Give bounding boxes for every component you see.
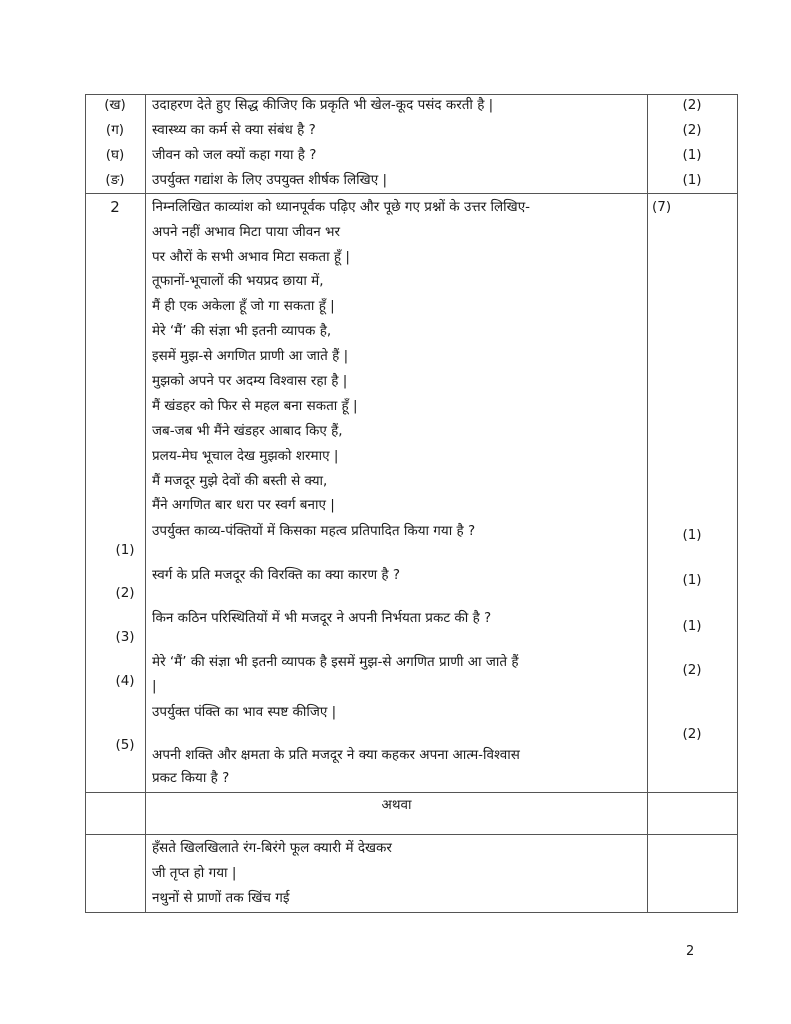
sub-question-text: उपर्युक्त पंक्ति का भाव स्पष्ट कीजिए | — [152, 704, 337, 720]
sub-question-number: (1) — [115, 542, 135, 558]
question-marks: (1) — [682, 147, 702, 163]
question-marks: (2) — [682, 97, 702, 113]
poem-line: मैं मजदूर मुझे देवों की बस्ती से क्या, — [152, 473, 328, 489]
poem-line: मुझको अपने पर अदम्य विश्वास रहा है | — [152, 373, 348, 389]
question-total-marks: (7) — [652, 199, 672, 215]
question-label: (ख) — [104, 97, 126, 113]
sub-question-text: | — [152, 678, 157, 694]
sub-question-text: किन कठिन परिस्थितियों में भी मजदूर ने अपनी निर्भयता प्रकट की है ? — [152, 610, 492, 626]
question-marks: (1) — [682, 172, 702, 188]
column-divider-left — [145, 94, 146, 913]
row-divider — [85, 834, 738, 835]
sub-question-text: उपर्युक्त काव्य-पंक्तियों में किसका महत्व प्रतिपादित किया गया है ? — [152, 523, 476, 539]
poem-line: मेरे ‘मैं’ की संज्ञा भी इतनी व्यापक है, — [152, 323, 332, 339]
sub-question-marks: (1) — [682, 572, 702, 588]
poem-line: मैंने अगणित बार धरा पर स्वर्ग बनाए | — [152, 497, 335, 513]
poem-line: मैं खंडहर को फिर से महल बना सकता हूँ | — [152, 398, 358, 414]
sub-question-number: (5) — [115, 737, 135, 753]
question-label: (घ) — [105, 147, 125, 163]
question-text: उदाहरण देते हुए सिद्ध कीजिए कि प्रकृति भी खेल-कूद पसंद करती है | — [152, 97, 494, 113]
sub-question-marks: (1) — [682, 618, 702, 634]
row-divider — [85, 193, 738, 194]
alt-poem-line: हँसते खिलखिलाते रंग-बिरंगे फूल क्यारी में देखकर — [152, 840, 392, 856]
sub-question-number: (4) — [115, 673, 135, 689]
poem-line: मैं ही एक अकेला हूँ जो गा सकता हूँ | — [152, 298, 335, 314]
page-number: 2 — [686, 944, 695, 959]
question-text: उपर्युक्त गद्यांश के लिए उपयुक्त शीर्षक लिखिए | — [152, 172, 388, 188]
question-instruction: निम्नलिखित काव्यांश को ध्यानपूर्वक पढ़िए और पूछे गए प्रश्नों के उत्तर लिखिए- — [152, 199, 531, 215]
poem-line: पर औरों के सभी अभाव मिटा सकता हूँ | — [152, 249, 350, 265]
question-text: स्वास्थ्य का कर्म से क्या संबंध है ? — [152, 122, 316, 138]
sub-question-text: स्वर्ग के प्रति मजदूर की विरक्ति का क्या कारण है ? — [152, 567, 401, 583]
question-label: (ङ) — [105, 172, 125, 188]
column-divider-right — [647, 94, 648, 913]
alt-poem-line: जी तृप्त हो गया | — [152, 865, 237, 881]
sub-question-marks: (2) — [682, 662, 702, 678]
sub-question-text: अपनी शक्ति और क्षमता के प्रति मजदूर ने क्या कहकर अपना आत्म-विश्वास — [152, 747, 520, 763]
sub-question-marks: (1) — [682, 527, 702, 543]
question-text: जीवन को जल क्यों कहा गया है ? — [152, 147, 317, 163]
row-divider — [85, 792, 738, 793]
sub-question-number: (3) — [115, 629, 135, 645]
poem-line: अपने नहीं अभाव मिटा पाया जीवन भर — [152, 224, 341, 240]
question-number: 2 — [110, 198, 120, 216]
sub-question-number: (2) — [115, 585, 135, 601]
sub-question-text: प्रकट किया है ? — [152, 770, 230, 786]
question-label: (ग) — [105, 122, 125, 138]
sub-question-marks: (2) — [682, 726, 702, 742]
alt-poem-line: नथुनों से प्राणों तक खिंच गई — [152, 890, 290, 906]
poem-line: जब-जब भी मैंने खंडहर आबाद किए हैं, — [152, 423, 343, 439]
sub-question-text: मेरे ‘मैं’ की संज्ञा भी इतनी व्यापक है इसमें मुझ-से अगणित प्राणी आ जाते हैं — [152, 654, 519, 670]
poem-line: प्रलय-मेघ भूचाल देख मुझको शरमाए | — [152, 448, 339, 464]
question-marks: (2) — [682, 122, 702, 138]
poem-line: तूफानों-भूचालों की भयप्रद छाया में, — [152, 273, 324, 289]
poem-line: इसमें मुझ-से अगणित प्राणी आ जाते हैं | — [152, 348, 349, 364]
or-heading: अथवा — [381, 797, 412, 813]
